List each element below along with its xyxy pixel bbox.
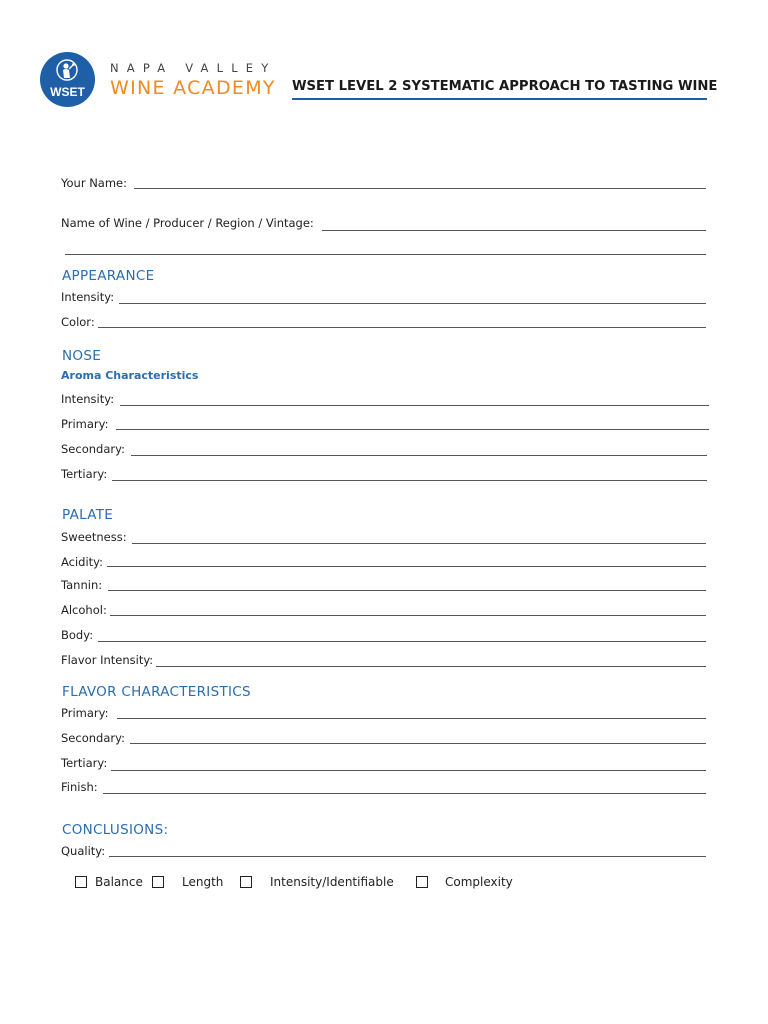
- appearance-color-label: Color:: [61, 315, 95, 329]
- brand-top: NAPA VALLEY: [110, 61, 277, 75]
- flavor-secondary-label: Secondary:: [61, 731, 125, 745]
- tannin-field[interactable]: [108, 590, 706, 591]
- wine-info-label: Name of Wine / Producer / Region / Vintage:: [61, 216, 314, 230]
- length-checkbox-label: Length: [182, 875, 224, 889]
- complexity-checkbox[interactable]: [416, 876, 428, 888]
- acidity-field[interactable]: [107, 566, 706, 567]
- appearance-intensity-field[interactable]: [119, 303, 706, 304]
- flavor-tertiary-label: Tertiary:: [61, 756, 108, 770]
- flavor-intensity-label: Flavor Intensity:: [61, 653, 154, 667]
- nose-primary-field[interactable]: [116, 429, 709, 430]
- appearance-heading: APPEARANCE: [62, 268, 155, 284]
- finish-label: Finish:: [61, 780, 98, 794]
- balance-checkbox[interactable]: [75, 876, 87, 888]
- appearance-color-field[interactable]: [98, 327, 706, 328]
- quality-field[interactable]: [109, 856, 706, 857]
- nose-secondary-label: Secondary:: [61, 442, 125, 456]
- title-underline: [292, 98, 707, 100]
- complexity-checkbox-label: Complexity: [445, 875, 513, 889]
- nose-intensity-field[interactable]: [120, 405, 709, 406]
- conclusions-heading: CONCLUSIONS:: [62, 822, 169, 838]
- wset-logo: [40, 52, 95, 107]
- acidity-label: Acidity:: [61, 555, 104, 569]
- wine-info-field-continued[interactable]: [65, 254, 706, 255]
- nose-primary-label: Primary:: [61, 417, 109, 431]
- alcohol-label: Alcohol:: [61, 603, 107, 617]
- logo-text: WSET: [50, 85, 85, 99]
- nose-tertiary-field[interactable]: [112, 480, 707, 481]
- palate-heading: PALATE: [62, 507, 114, 523]
- flavor-primary-label: Primary:: [61, 706, 109, 720]
- your-name-label: Your Name:: [61, 176, 128, 190]
- intensity-identifiable-checkbox[interactable]: [240, 876, 252, 888]
- finish-field[interactable]: [103, 793, 706, 794]
- wine-info-field[interactable]: [322, 230, 706, 231]
- length-checkbox[interactable]: [152, 876, 164, 888]
- nose-intensity-label: Intensity:: [61, 392, 115, 406]
- flavor-primary-field[interactable]: [117, 718, 706, 719]
- flavor-intensity-field[interactable]: [156, 666, 706, 667]
- tannin-label: Tannin:: [61, 578, 103, 592]
- flavor-secondary-field[interactable]: [130, 743, 706, 744]
- aroma-subheading: Aroma Characteristics: [61, 369, 199, 382]
- nose-heading: NOSE: [62, 348, 102, 364]
- flavor-characteristics-heading: FLAVOR CHARACTERISTICS: [62, 684, 251, 700]
- alcohol-field[interactable]: [110, 615, 706, 616]
- quality-label: Quality:: [61, 844, 106, 858]
- brand-bottom: WINE ACADEMY: [110, 77, 276, 99]
- your-name-field[interactable]: [134, 188, 706, 189]
- page-title: WSET LEVEL 2 SYSTEMATIC APPROACH TO TASTING WINE: [292, 79, 718, 94]
- balance-checkbox-label: Balance: [95, 875, 143, 889]
- sweetness-label: Sweetness:: [61, 530, 127, 544]
- intensity-identifiable-checkbox-label: Intensity/Identifiable: [270, 875, 394, 889]
- bacchus-figure-icon: [52, 58, 82, 86]
- appearance-intensity-label: Intensity:: [61, 290, 115, 304]
- body-label: Body:: [61, 628, 94, 642]
- flavor-tertiary-field[interactable]: [111, 770, 706, 771]
- body-field[interactable]: [98, 641, 706, 642]
- nose-tertiary-label: Tertiary:: [61, 467, 108, 481]
- sweetness-field[interactable]: [132, 543, 706, 544]
- nose-secondary-field[interactable]: [131, 455, 707, 456]
